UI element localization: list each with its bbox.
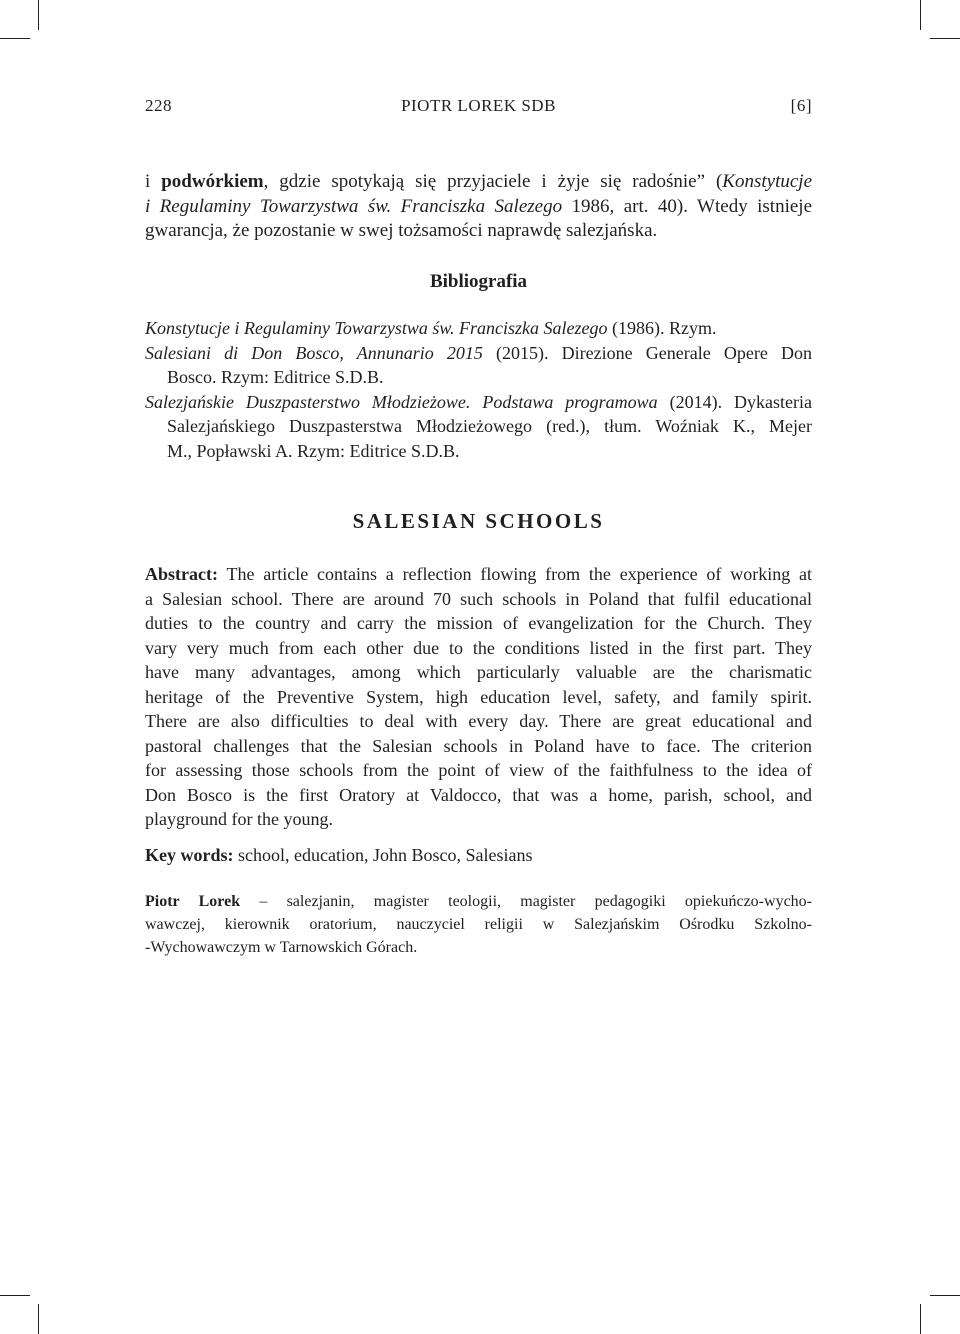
abstract-line: for assessing those schools from the point of view of the faithfulness to the idea of — [145, 760, 812, 780]
keywords-text: school, education, John Bosco, Salesians — [233, 845, 533, 865]
italic-run: i Regulaminy Towarzystwa św. Franciszka Salezego — [145, 195, 563, 217]
text-run: , gdzie spotykają się przyjaciele i żyje się radośnie” ( — [263, 171, 723, 192]
bio-line-1 — [145, 890, 812, 913]
bio-name: Piotr Lorek — [145, 893, 241, 910]
bib-entry-2-cont: Bosco. Rzym: Editrice S.D.B. — [167, 367, 384, 387]
text-run: The article contains a reflection flowing from the experience of working at — [217, 564, 812, 584]
crop-mark-top-left — [38, 0, 39, 30]
page-number: 228 — [145, 96, 172, 115]
crop-mark-top-right — [920, 0, 921, 30]
text-run: (2015). Direzione Generale Opere Don — [482, 342, 812, 363]
abstract-line: playground for the young. — [145, 809, 333, 829]
bio-line-2: wawczej, kierownik oratorium, nauczyciel religii w Salezjańskim Ośrodku Szkolno- — [145, 916, 812, 933]
bib-entry-3-cont-2: M., Popławski A. Rzym: Editrice S.D.B. — [167, 440, 460, 461]
abstract-line: heritage of the Preventive System, high education level, safety, and family spirit. — [145, 686, 812, 707]
author-bio — [145, 890, 812, 959]
intro-line-2 — [145, 195, 812, 220]
abstract-line: duties to the country and carry the mission of evangelization for the Church. They — [145, 613, 812, 633]
text-run: (1986). Rzym. — [607, 318, 717, 338]
keywords-label: Key words: — [145, 845, 234, 865]
text-run: – salezjanin, magister teologii, magister pedagogiki opiekuńczo-wycho- — [240, 893, 812, 910]
abstract-line: pastoral challenges that the Salesian schools in Poland have to face. The criterion — [145, 735, 812, 756]
intro-paragraph — [145, 170, 812, 244]
crop-mark-bottom-right-h — [930, 1295, 960, 1296]
crop-mark-top-left-h — [0, 38, 30, 39]
bib-entry-2 — [145, 341, 812, 366]
italic-run: Salesiani di Don Bosco, Annunario 2015 — [145, 342, 483, 363]
bib-entry-3-cont-1: Salezjańskiego Duszpasterstwa Młodzieżowego (red.), tłum. Woźniak K., Mejer — [167, 416, 812, 436]
intro-line-1 — [145, 170, 812, 195]
crop-mark-bottom-right — [920, 1304, 921, 1334]
running-head — [145, 96, 812, 120]
section-title: SALESIAN SCHOOLS — [352, 509, 605, 533]
abstract — [145, 562, 812, 832]
italic-run: Konstytucje — [722, 171, 812, 192]
abstract-label: Abstract: — [145, 564, 218, 584]
bibliography-list — [145, 316, 812, 463]
bib-entry-3 — [145, 390, 812, 415]
bio-line-3: -Wychowawczym w Tarnowskich Górach. — [145, 939, 418, 956]
abstract-line: vary very much from each other due to the conditions listed in the first part. They — [145, 637, 812, 658]
bib-entry-1 — [145, 316, 812, 341]
running-head-marker: [6] — [790, 96, 812, 115]
crop-mark-bottom-left — [38, 1304, 39, 1334]
italic-run: Salezjańskie Duszpasterstwo Młodzieżowe. Podstawa programowa — [145, 391, 658, 412]
running-head-author: PIOTR LOREK SDB — [401, 96, 556, 115]
text-run: 1986, art. 40). Wtedy istnieje — [562, 195, 812, 217]
abstract-line: a Salesian school. There are around 70 such schools in Poland that fulfil educational — [145, 588, 812, 609]
italic-run: Konstytucje i Regulaminy Towarzystwa św. Franciszka Salezego — [145, 318, 608, 338]
abstract-line: Don Bosco is the first Oratory at Valdocco, that was a home, parish, school, and — [145, 784, 812, 805]
abstract-line: There are also difficulties to deal with every day. There are great educational and — [145, 711, 812, 731]
bibliography-heading: Bibliografia — [429, 271, 528, 292]
crop-mark-bottom-left-h — [0, 1295, 30, 1296]
bold-run: podwórkiem — [161, 171, 264, 192]
intro-line-3: gwarancja, że pozostanie w swej tożsamości naprawdę salezjańska. — [145, 220, 658, 241]
keywords — [145, 845, 812, 866]
abstract-line: have many advantages, among which particularly valuable are the charismatic — [145, 662, 812, 682]
abstract-line — [145, 562, 812, 587]
text-run: i — [145, 171, 162, 192]
crop-mark-top-right-h — [930, 38, 960, 39]
text-run: (2014). Dykasteria — [657, 391, 812, 412]
